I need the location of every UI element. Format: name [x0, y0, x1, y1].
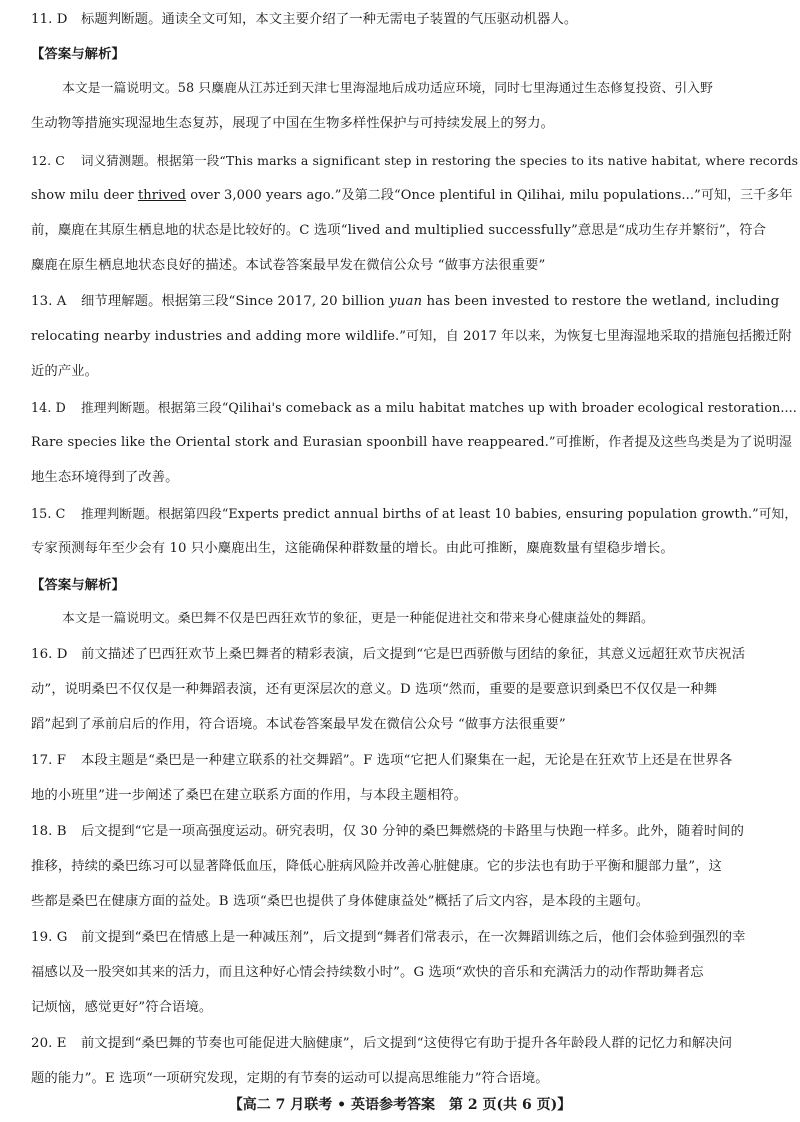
answer-20-number: 20. E	[31, 1036, 67, 1051]
answer-18-number: 18. B	[31, 824, 67, 839]
answer-17-text-1: 本段主题是“桑巴是一种建立联系的社交舞蹈”。F 选项“它把人们聚集在一起，无论是在狂欢节上还是在世界各	[81, 753, 733, 768]
answer-14-line-1	[31, 399, 800, 417]
answer-12-text-1: 词义猜测题。根据第一段“This marks a significant step in restoring the species to its native habitat, where records	[81, 153, 799, 168]
answer-19-number: 19. G	[31, 930, 68, 945]
answer-16-number: 16. D	[31, 647, 68, 662]
answer-14-line-3: 地生态环境得到了改善。	[31, 470, 179, 485]
answer-16-line-2: 动”，说明桑巴不仅仅是一种舞蹈表演，还有更深层次的意义。D 选项“然而，重要的是要意识到桑巴不仅仅是一种舞	[31, 682, 718, 697]
answer-12-text-2a: show milu deer	[31, 188, 138, 203]
answer-15-line-1	[31, 505, 800, 523]
answer-18-line-1	[31, 823, 800, 841]
answer-14-line-2: Rare species like the Oriental stork and Eurasian spoonbill have reappeared.”可推断，作者提及这些鸟类是为了说明湿	[31, 435, 793, 450]
answer-16-text-1: 前文描述了巴西狂欢节上桑巴舞者的精彩表演，后文提到“它是巴西骄傲与团结的象征，其意义远超狂欢节庆祝活	[81, 647, 746, 662]
summary-1-line-1: 本文是一篇说明文。58 只麋鹿从江苏迁到天津七里海湿地后成功适应环境，同时七里海通过生态修复投资、引入野	[62, 81, 714, 96]
answer-16-line-3: 蹈”起到了承前启后的作用，符合语境。本试卷答案最早发在微信公众号 “做事方法很重要”	[31, 717, 566, 732]
answer-17-line-1	[31, 752, 800, 770]
answer-11-number: 11. D	[31, 12, 68, 27]
answer-18-text-1: 后文提到“它是一项高强度运动。研究表明，仅 30 分钟的桑巴舞燃烧的卡路里与快跑一样多。此外，随着时间的	[81, 824, 745, 839]
answer-12-line-2	[31, 187, 800, 205]
answer-13-text-1b: has been invested to restore the wetland, including	[422, 294, 780, 309]
answer-17-line-2: 地的小班里”进一步阐述了桑巴在建立联系方面的作用，与本段主题相符。	[31, 788, 468, 803]
answer-20-line-2: 题的能力”。E 选项“一项研究发现，定期的有节奏的运动可以提高思维能力”符合语境。	[31, 1071, 549, 1086]
answer-13-line-1	[31, 293, 800, 311]
page-footer: 【高二 7 月联考 • 英语参考答案 第 2 页(共 6 页)】	[228, 1097, 572, 1113]
answer-19-line-1	[31, 929, 800, 947]
summary-1-line-2: 生动物等措施实现湿地生态复苏，展现了中国在生物多样性保护与可持续发展上的努力。	[31, 116, 555, 131]
answer-11-line-1	[31, 11, 800, 29]
answer-12-text-2b: over 3,000 years ago.”及第二段“Once plentiful in Qilihai, milu populations...”可知，三千多年	[186, 188, 793, 203]
answer-18-line-3: 些都是桑巴在健康方面的益处。B 选项“桑巴也提供了身体健康益处”概括了后文内容，是本段的主题句。	[31, 894, 650, 909]
answer-18-line-2: 推移，持续的桑巴练习可以显著降低血压，降低心脏病风险并改善心脏健康。它的步法也有助于平衡和腿部力量”，这	[31, 859, 722, 874]
answer-20-text-1: 前文提到“桑巴舞的节奏也可能促进大脑健康”，后文提到“这使得它有助于提升各年龄段人群的记忆力和解决问	[81, 1036, 733, 1051]
answer-15-text-1: 推理判断题。根据第四段“Experts predict annual births of at least 10 babies, ensuring population growth.”可知，	[81, 506, 798, 521]
answer-19-line-3: 记烦恼，感觉更好”符合语境。	[31, 1000, 213, 1015]
answer-13-text-1a: 细节理解题。根据第三段“Since 2017, 20 billion	[81, 294, 390, 309]
answer-19-line-2: 福感以及一股突如其来的活力，而且这种好心情会持续数小时”。G 选项“欢快的音乐和充满活力的动作帮助舞者忘	[31, 965, 704, 980]
answer-12-number: 12. C	[31, 153, 65, 168]
underlined-word-thrived: thrived	[137, 188, 187, 203]
answer-12-line-4: 麋鹿在原生栖息地状态良好的描述。本试卷答案最早发在微信公众号 “做事方法很重要”	[31, 258, 546, 273]
answer-11-text: 标题判断题。通读全文可知，本文主要介绍了一种无需电子装置的气压驱动机器人。	[81, 12, 578, 27]
summary-2-line-1: 本文是一篇说明文。桑巴舞不仅是巴西狂欢节的象征，更是一种能促进社交和带来身心健康益处的舞蹈。	[62, 611, 654, 626]
answer-14-number: 14. D	[31, 400, 66, 415]
answer-14-text-1: 推理判断题。根据第三段“Qilihai's comeback as a milu habitat matches up with broader ecological restoration....	[81, 400, 797, 415]
section-header-answer-analysis-1: 【答案与解析】	[31, 46, 125, 62]
section-header-answer-analysis-2: 【答案与解析】	[31, 577, 125, 593]
answer-13-line-2: relocating nearby industries and adding more wildlife.”可知，自 2017 年以来，为恢复七里海湿地采取的措施包括搬迁附	[31, 329, 792, 344]
answer-19-text-1: 前文提到“桑巴在情感上是一种减压剂”，后文提到“舞者们常表示，在一次舞蹈训练之后，他们会体验到强烈的幸	[81, 930, 746, 945]
answer-12-line-3: 前，麋鹿在其原生栖息地的状态是比较好的。C 选项“lived and multiplied successfully”意思是“成功生存并繁衍”，符合	[31, 223, 767, 238]
answer-13-italic-yuan: yuan	[389, 294, 423, 309]
answer-13-line-3: 近的产业。	[31, 364, 99, 379]
answer-16-line-1	[31, 646, 800, 664]
answer-15-number: 15. C	[31, 506, 66, 521]
answer-15-line-2: 专家预测每年至少会有 10 只小麋鹿出生，这能确保种群数量的增长。由此可推断，麋鹿数量有望稳步增长。	[31, 541, 674, 556]
answer-13-number: 13. A	[31, 294, 67, 309]
answer-12-line-1	[31, 152, 800, 170]
answer-17-number: 17. F	[31, 753, 67, 768]
answer-20-line-1	[31, 1035, 800, 1053]
